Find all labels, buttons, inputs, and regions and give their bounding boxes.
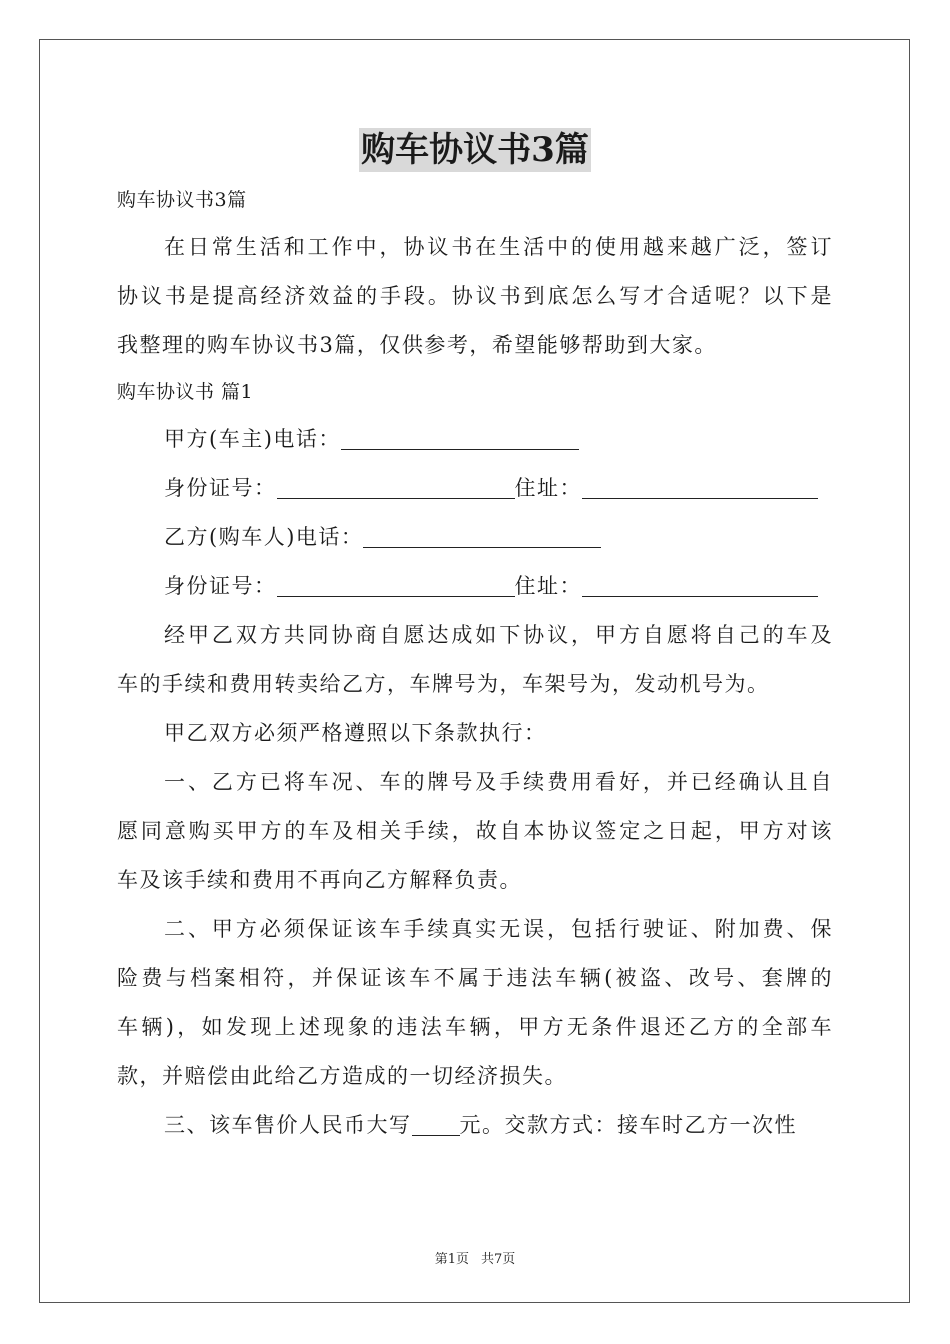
clause1-line-3: 车及该手续和费用不再向乙方解释负责。 — [117, 868, 522, 892]
party-a-id-row — [117, 464, 833, 513]
clause3-prefix: 三、该车售价人民币大写 — [164, 1113, 412, 1137]
clause2-line-1: 二、甲方必须保证该车手续真实无误，包括行驶证、附加费、保 — [164, 917, 833, 941]
clause1-line-1: 一、乙方已将车况、车的牌号及手续费用看好，并已经确认且自 — [164, 770, 833, 794]
intro-line-2: 协议书是提高经济效益的手段。协议书到底怎么写才合适呢？以下是 — [117, 284, 833, 308]
agreement-line-2: 车的手续和费用转卖给乙方，车牌号为，车架号为，发动机号为。 — [117, 672, 770, 696]
clause1-line-2: 愿同意购买甲方的车及相关手续，故自本协议签定之日起，甲方对该 — [117, 819, 833, 843]
intro-line-1: 在日常生活和工作中，协议书在生活中的使用越来越广泛，签订 — [164, 235, 833, 259]
section-heading: 购车协议书 篇1 — [117, 381, 254, 403]
page-total: 共7页 — [481, 1252, 516, 1267]
party-b-address-label: 住址： — [514, 574, 582, 598]
party-b-address-blank — [582, 574, 818, 597]
clause3-line-1 — [117, 1101, 833, 1150]
document-body — [117, 178, 833, 1150]
party-a-address-label: 住址： — [514, 476, 582, 500]
page-footer — [0, 1248, 950, 1267]
intro-line-3: 我整理的购车协议书3篇，仅供参考，希望能够帮助到大家。 — [117, 333, 717, 357]
party-b-id-label: 身份证号： — [164, 574, 277, 598]
party-a-id-label: 身份证号： — [164, 476, 277, 500]
clause2-line-2: 险费与档案相符，并保证该车不属于违法车辆(被盗、改号、套牌的 — [117, 966, 833, 990]
party-b-phone-row — [117, 513, 833, 562]
party-a-phone-blank — [341, 427, 579, 450]
party-b-phone-label: 乙方(购车人)电话： — [164, 525, 364, 549]
page-number: 第1页 — [434, 1252, 469, 1267]
document-title: 购车协议书3篇 — [361, 130, 589, 170]
party-a-address-blank — [582, 476, 818, 499]
document-subtitle: 购车协议书3篇 — [117, 189, 247, 211]
agreement-line-1: 经甲乙双方共同协商自愿达成如下协议，甲方自愿将自己的车及 — [164, 623, 833, 647]
price-blank — [412, 1113, 460, 1136]
title-container — [0, 128, 950, 172]
party-a-phone-row — [117, 415, 833, 464]
party-b-id-blank — [277, 574, 515, 597]
party-a-id-blank — [277, 476, 515, 499]
party-b-phone-blank — [363, 525, 601, 548]
clause2-line-3: 车辆)，如发现上述现象的违法车辆，甲方无条件退还乙方的全部车 — [117, 1015, 833, 1039]
party-a-phone-label: 甲方(车主)电话： — [164, 427, 341, 451]
terms-intro: 甲乙双方必须严格遵照以下条款执行： — [164, 721, 547, 745]
party-b-id-row — [117, 562, 833, 611]
clause3-suffix: 元。交款方式：接车时乙方一次性 — [459, 1113, 797, 1137]
clause2-line-4: 款，并赔偿由此给乙方造成的一切经济损失。 — [117, 1064, 567, 1088]
